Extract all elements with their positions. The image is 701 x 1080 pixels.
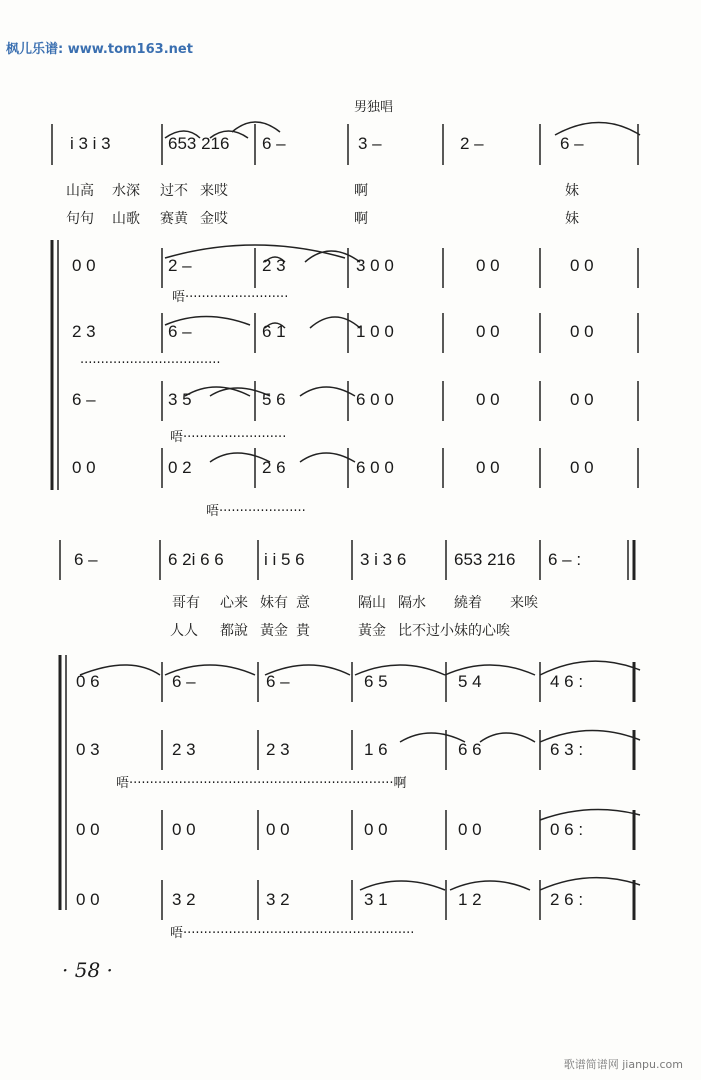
measure: 1 6 <box>364 740 388 759</box>
measure: 0 0 <box>72 256 96 275</box>
measure: 1 2 <box>458 890 482 909</box>
measure: 0 0 <box>570 322 594 341</box>
lyric-word: 句句 <box>66 211 94 227</box>
lyric-word: 意 <box>296 595 310 611</box>
system2-choir-part1 <box>0 672 701 702</box>
watermark-top: 枫儿乐谱: www.tom163.net <box>6 42 193 57</box>
lyric-word: 金哎 <box>200 211 228 227</box>
lyric-word: 比不过小妹的心唉 <box>398 623 510 639</box>
lyric-word: 赛黄 <box>160 211 188 227</box>
measure: 0 0 <box>266 820 290 839</box>
system2-lyrics-verse1 <box>0 592 701 612</box>
lyric-word: 黃金 <box>358 623 386 639</box>
measure: 0 6 : <box>550 820 584 839</box>
measure: 6 – <box>266 672 290 691</box>
system2-lyrics-verse2 <box>0 620 701 640</box>
measure: 6 – <box>72 390 96 409</box>
hum-lyric: 唔························· <box>170 430 287 445</box>
hum-dots: ·································· <box>80 356 221 371</box>
lyric-word: 来哎 <box>200 183 228 199</box>
measure: 0 0 <box>476 256 500 275</box>
lyric-word: 隔山 <box>358 595 386 611</box>
measure: 0 0 <box>72 458 96 477</box>
measure: 0 0 <box>76 820 100 839</box>
lyric-word: 妹 <box>565 183 579 199</box>
system1-lyrics-verse2 <box>0 208 701 228</box>
measure: i i 5 6 <box>264 550 305 569</box>
measure: 653 216 <box>454 550 516 569</box>
hum-lyric: 唔························· <box>172 290 289 305</box>
measure: 3 i 3 6 <box>360 550 407 569</box>
measure: 3 2 <box>172 890 196 909</box>
measure: 6 – <box>560 134 584 153</box>
measure: 5 6 <box>262 390 286 409</box>
measure: 6 3 : <box>550 740 584 759</box>
lyric-word: 繞着 <box>454 595 482 611</box>
measure: 0 0 <box>570 390 594 409</box>
measure: 0 0 <box>458 820 482 839</box>
measure: 6 0 0 <box>356 390 394 409</box>
measure: 0 0 <box>76 890 100 909</box>
measure: 2 – <box>460 134 484 153</box>
measure: 4 6 : <box>550 672 584 691</box>
measure: 2 3 <box>266 740 290 759</box>
measure: 2 – <box>168 256 192 275</box>
lyric-word: 过不 <box>160 183 188 199</box>
measure: 6 6 <box>458 740 482 759</box>
system1-melody <box>0 134 701 164</box>
lyric-word: 水深 <box>112 183 140 199</box>
measure: 0 0 <box>364 820 388 839</box>
measure: 6 – : <box>548 550 582 569</box>
system1-choir-part2 <box>0 322 701 352</box>
measure: 6 – <box>168 322 192 341</box>
measure: i 3 i 3 <box>70 134 111 153</box>
lyric-word: 妹有 <box>260 595 288 611</box>
lyric-word: 都說 <box>220 623 248 639</box>
measure: 1 0 0 <box>356 322 394 341</box>
measure: 0 0 <box>570 458 594 477</box>
solo-label: 男独唱 <box>354 100 394 115</box>
measure: 3 2 <box>266 890 290 909</box>
lyric-word: 貴 <box>296 623 310 639</box>
system2-choir-part4 <box>0 890 701 920</box>
lyric-word: 隔水 <box>398 595 426 611</box>
lyric-word: 啊 <box>354 183 368 199</box>
system1-lyrics-verse1 <box>0 180 701 200</box>
measure: 5 4 <box>458 672 482 691</box>
measure: 6 – <box>172 672 196 691</box>
system1-choir-part1 <box>0 256 701 286</box>
system1-choir-part4 <box>0 458 701 488</box>
lyric-word: 来唉 <box>510 595 538 611</box>
lyric-word: 心来 <box>220 595 248 611</box>
hum-lyric: 唔································································啊 <box>116 776 407 791</box>
measure: 653 216 <box>168 134 230 153</box>
lyric-word: 哥有 <box>172 595 200 611</box>
measure: 0 3 <box>76 740 100 759</box>
measure: 0 0 <box>570 256 594 275</box>
measure: 3 1 <box>364 890 388 909</box>
measure: 0 0 <box>476 322 500 341</box>
measure: 6 – <box>262 134 286 153</box>
watermark-bottom: 歌谱简谱网 jianpu.com <box>563 1058 683 1071</box>
measure: 3 5 <box>168 390 192 409</box>
measure: 0 0 <box>476 458 500 477</box>
measure: 3 0 0 <box>356 256 394 275</box>
measure: 6 5 <box>364 672 388 691</box>
measure: 2 3 <box>172 740 196 759</box>
system1-choir-part3 <box>0 390 701 420</box>
measure: 2 3 <box>72 322 96 341</box>
measure: 0 0 <box>172 820 196 839</box>
measure: 0 0 <box>476 390 500 409</box>
lyric-word: 黃金 <box>260 623 288 639</box>
measure: 2 6 <box>262 458 286 477</box>
page-number: · 58 · <box>62 958 113 982</box>
system2-choir-part2 <box>0 740 701 770</box>
measure: 0 6 <box>76 672 100 691</box>
measure: 6 0 0 <box>356 458 394 477</box>
lyric-word: 山高 <box>66 183 94 199</box>
measure: 2 6 : <box>550 890 584 909</box>
measure: 6 – <box>74 550 98 569</box>
measure: 6 2i 6 6 <box>168 550 224 569</box>
measure: 3 – <box>358 134 382 153</box>
lyric-word: 啊 <box>354 211 368 227</box>
measure: 0 2 <box>168 458 192 477</box>
measure: 2 3 <box>262 256 286 275</box>
measure: 6 1 <box>262 322 286 341</box>
system2-choir-part3 <box>0 820 701 850</box>
hum-lyric: 唔························································ <box>170 926 415 941</box>
hum-lyric: 唔····················· <box>206 504 306 519</box>
system2-melody <box>0 550 701 580</box>
lyric-word: 山歌 <box>112 211 140 227</box>
lyric-word: 妹 <box>565 211 579 227</box>
lyric-word: 人人 <box>170 623 198 639</box>
